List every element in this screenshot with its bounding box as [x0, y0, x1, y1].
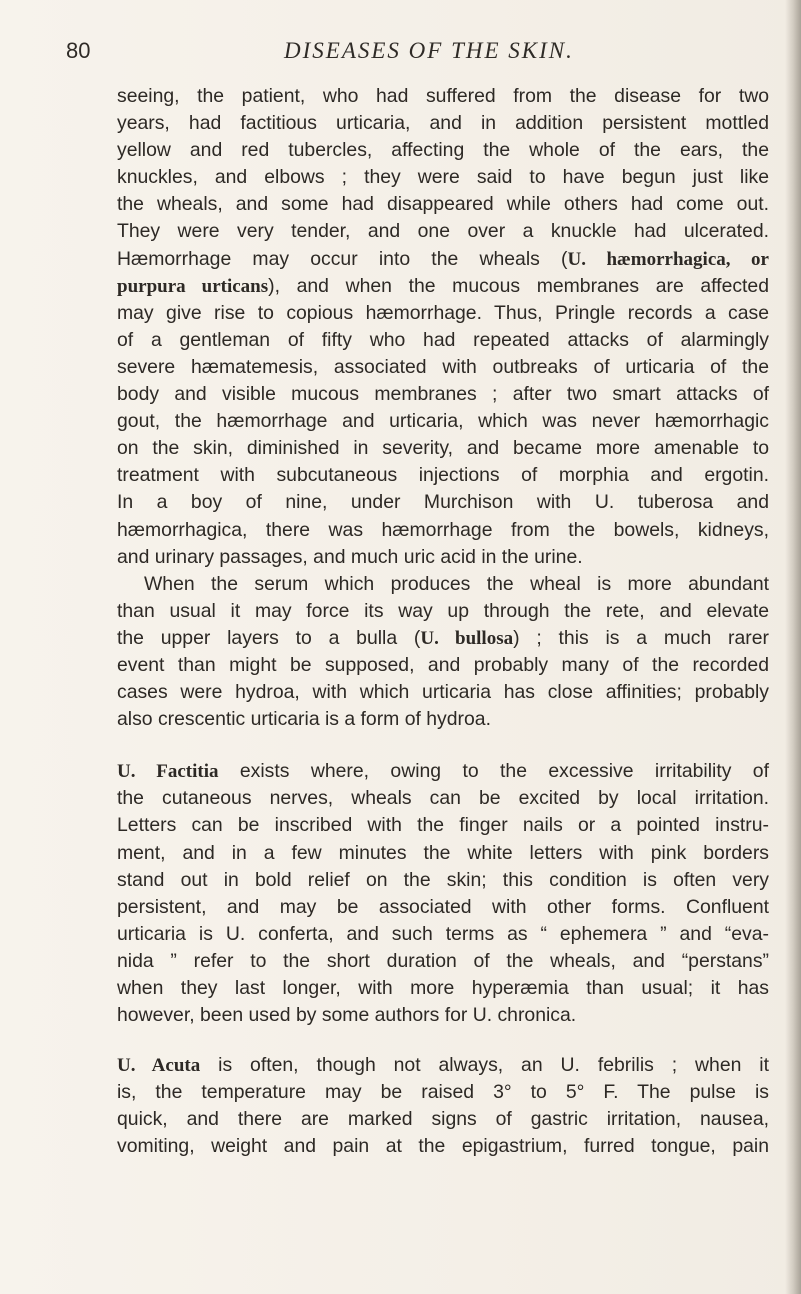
body-text: [117, 83, 769, 1161]
text-line: and urinary passages, and much uric acid in the urine.: [117, 545, 583, 568]
text-line: hæmorrhagica, there was hæmorrhage from the bowels, kidneys,: [117, 518, 769, 541]
text-line: ment, and in a few minutes the white letters with pink borders: [117, 841, 769, 864]
term-factitia: U. Factitia: [117, 761, 219, 783]
paragraph-factitia: [117, 758, 769, 1029]
text-line: Letters can be inscribed with the finger nails or a pointed instru-: [117, 814, 769, 837]
paragraph-haemorrhagica: [117, 83, 769, 571]
text-line: however, been used by some authors for U. chronica.: [117, 1004, 577, 1027]
text-line: stand out in bold relief on the skin; this condition is often very: [117, 868, 769, 891]
running-title: DISEASES OF THE SKIN.: [284, 38, 574, 63]
text-run: ) ; this is a much rarer: [513, 626, 769, 649]
text-line: when they last longer, with more hyperæmia than usual; it has: [117, 977, 769, 999]
text-line: the wheals, and some had disappeared while others had come out.: [117, 193, 769, 216]
text-run: Hæmorrhage may occur into the wheals (: [117, 247, 568, 270]
page-number: 80: [66, 38, 91, 63]
text-line: years, had factitious urticaria, and in addition persistent mottled: [117, 112, 769, 135]
text-line: is, the temperature may be raised 3° to 5° F. The pulse is: [117, 1081, 769, 1104]
paragraph-gap: [117, 1029, 769, 1052]
text-line: [117, 758, 769, 785]
text-line: gout, the hæmorrhage and urticaria, which was never hæmorrhagic: [117, 410, 769, 433]
text-line: may give rise to copious hæmorrhage. Thus, Pringle records a case: [117, 301, 769, 324]
term-haemorrhagica: U. hæmorrhagica, or: [567, 248, 769, 270]
text-line: on the skin, diminished in severity, and became more amenable to: [117, 437, 769, 460]
text-line: event than might be supposed, and probably many of the recorded: [117, 653, 769, 676]
text-line: When the serum which produces the wheal is more abundant: [144, 572, 769, 595]
text-run: ), and when the mucous membranes are affected: [268, 274, 769, 297]
text-line: persistent, and may be associated with other forms. Confluent: [117, 895, 769, 918]
text-line: seeing, the patient, who had suffered from the disease for two: [117, 85, 769, 107]
term-bullosa: U. bullosa: [420, 627, 514, 649]
text-line: [117, 1052, 769, 1079]
text-line: [117, 625, 769, 652]
paragraph-gap: [117, 733, 769, 758]
text-line: treatment with subcutaneous injections of morphia and ergotin.: [117, 464, 769, 487]
page-header: [66, 38, 766, 72]
text-line: body and visible mucous membranes ; after two smart attacks of: [117, 383, 769, 406]
text-run: is often, though not always, an U. febrilis ; when it: [200, 1054, 769, 1077]
text-line: yellow and red tubercles, affecting the whole of the ears, the: [117, 139, 769, 162]
term-acuta: U. Acuta: [117, 1055, 201, 1077]
text-line: vomiting, weight and pain at the epigastrium, furred tongue, pain: [117, 1135, 769, 1158]
text-line: also crescentic urticaria is a form of hydroa.: [117, 708, 491, 731]
text-line: quick, and there are marked signs of gastric irritation, nausea,: [117, 1108, 769, 1131]
paragraph-acuta: [117, 1052, 769, 1160]
text-line: of a gentleman of fifty who had repeated attacks of alarmingly: [117, 328, 769, 351]
text-line: severe hæmatemesis, associated with outbreaks of urticaria of the: [117, 355, 769, 378]
text-line: than usual it may force its way up through the rete, and elevate: [117, 599, 769, 622]
text-line: knuckles, and elbows ; they were said to have begun just like: [117, 166, 769, 189]
text-line: In a boy of nine, under Murchison with U. tuberosa and: [117, 491, 769, 514]
text-line: They were very tender, and one over a knuckle had ulcerated.: [117, 220, 769, 243]
page-edge-shadow: [785, 0, 801, 1294]
text-line: [117, 246, 769, 273]
paragraph-bullosa: [117, 571, 769, 734]
text-line: urticaria is U. conferta, and such terms as “ ephemera ” and “eva-: [117, 922, 769, 945]
term-purpura-urticans: purpura urticans: [117, 275, 269, 297]
text-run: the upper layers to a bulla (: [117, 626, 421, 649]
text-line: nida ” refer to the short duration of the wheals, and “perstans”: [117, 949, 769, 972]
text-run: exists where, owing to the excessive irritability of: [218, 760, 769, 783]
text-line: [117, 273, 769, 300]
text-line: cases were hydroa, with which urticaria has close affinities; probably: [117, 681, 769, 704]
text-line: the cutaneous nerves, wheals can be excited by local irritation.: [117, 787, 769, 810]
